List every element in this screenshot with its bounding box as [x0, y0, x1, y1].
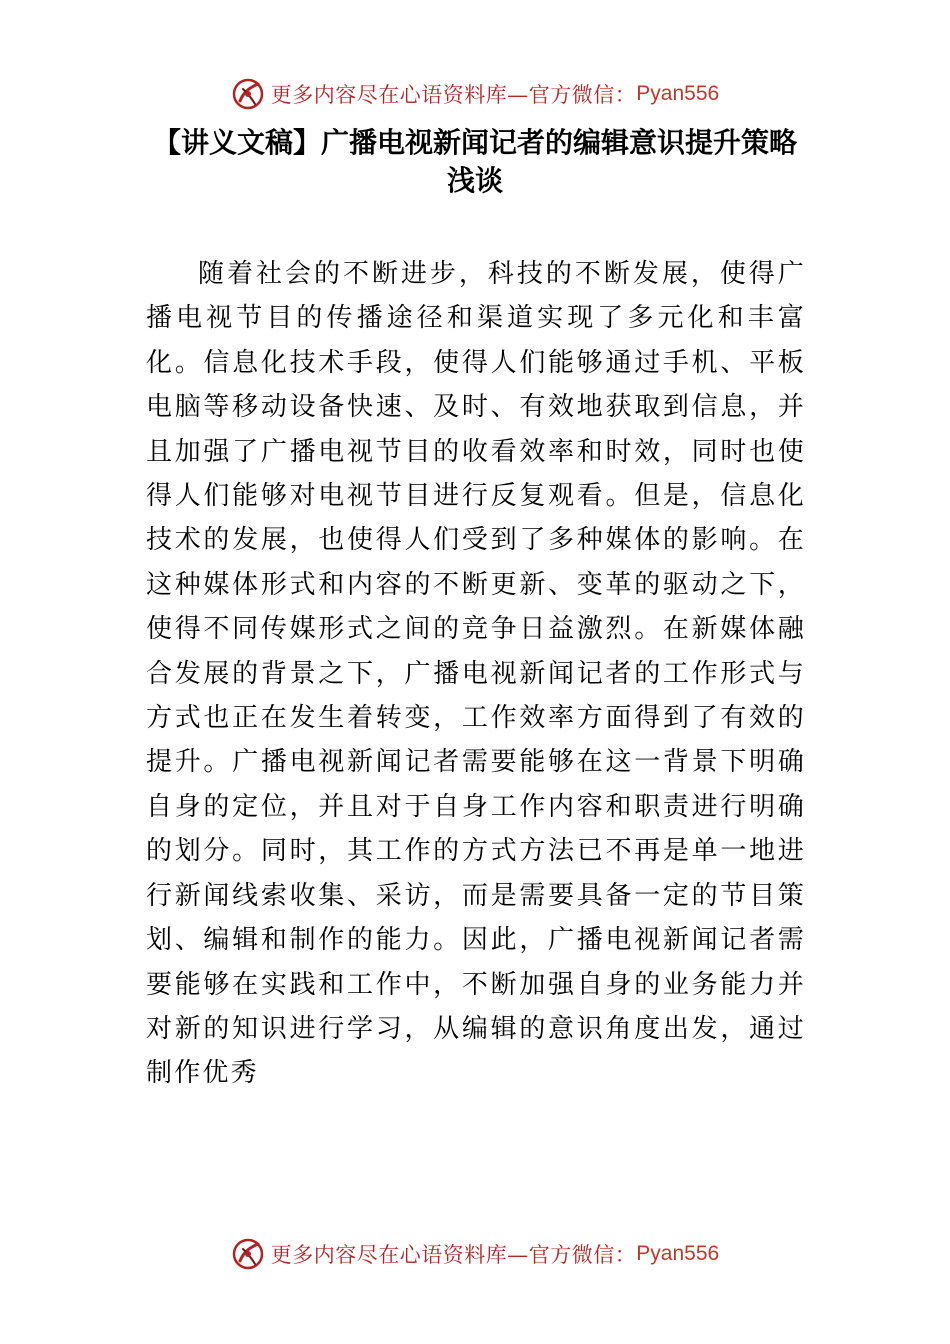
document-title: 【讲义文稿】广播电视新闻记者的编辑意识提升策略浅谈	[152, 126, 797, 197]
document-paragraph: 随着社会的不断进步，科技的不断发展，使得广播电视节目的传播途径和渠道实现了多元化和丰富化。信息化技术手段，使得人们能够通过手机、平板电脑等移动设备快速、及时、有效地获取到信息，并且加强了广播电视节目的收看效率和时效，同时也使得人们能够对电视节目进行反复观看。但是，信息化技术的发展，也使得人们受到了多种媒体的影响。在这种媒体形式和内容的不断更新、变革的驱动之下，使得不同传媒形式之间的竞争日益激烈。在新媒体融合发展的背景之下，广播电视新闻记者的工作形式与方式也正在发生着转变，工作效率方面得到了有效的提升。广播电视新闻记者需要能够在这一背景下明确自身的定位，并且对于自身工作内容和职责进行明确的划分。同时，其工作的方式方法已不再是单一地进行新闻线索收集、采访，而是需要具备一定的节目策划、编辑和制作的能力。因此，广播电视新闻记者需要能够在实践和工作中，不断加强自身的业务能力并对新的知识进行学习，从编辑的意识角度出发，通过制作优秀	[146, 259, 806, 1089]
header-banner-text: 更多内容尽在心语资料库—官方微信：	[270, 83, 637, 107]
footer-wechat-id: Pyan556	[636, 1242, 720, 1265]
header-banner	[0, 74, 950, 114]
logo-icon	[231, 1237, 265, 1271]
footer-banner	[0, 1234, 950, 1274]
footer-banner-text: 更多内容尽在心语资料库—官方微信：	[270, 1243, 637, 1267]
header-wechat-id: Pyan556	[636, 82, 720, 105]
logo-icon	[231, 77, 265, 111]
